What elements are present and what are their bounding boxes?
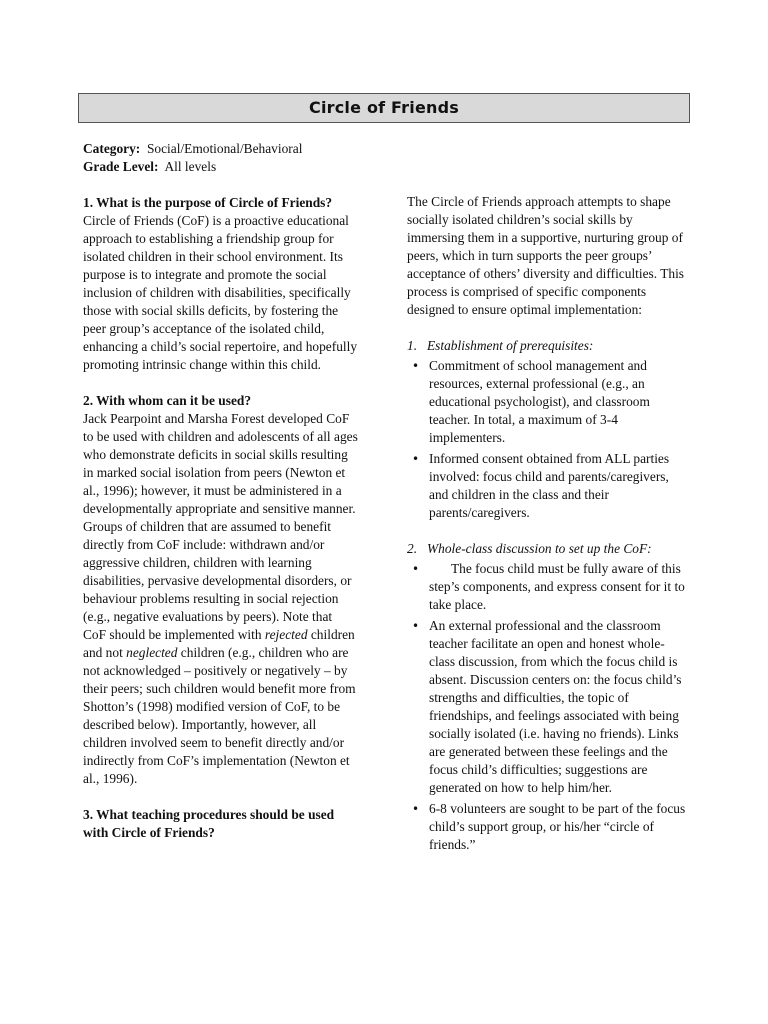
grade-label: Grade Level: — [83, 159, 159, 174]
list-item: • An external professional and the classroom teacher facilitate an open and honest whole-class discussion, from which the focus child is absent. Discussion centers on: the focus child’s strengths and difficulties, the topic of friendships, and feelings associated with being socially isolated (i.e. having no friends). Links are generated between these feelings and the focus child’s difficulties; suggestions are generated on how to help him/her. — [407, 617, 687, 797]
list-item: • Commitment of school management and resources, external professional (e.g., an educational psychologist), and classroom teacher. In total, a maximum of 3-4 implementers. — [407, 357, 687, 447]
list-item-text: The focus child must be fully aware of this step’s components, and express consent for it to take place. — [429, 561, 685, 612]
step-1-list — [407, 357, 687, 522]
category-line — [83, 140, 358, 158]
answer-2-paragraph-1: Jack Pearpoint and Marsha Forest developed CoF to be used with children and adolescents of all ages who demonstrate deficits in social skills resulting in marked social isolation from peers (Newton et al., 1996); however, it must be administered in a developmentally appropriate and sensitive manner. — [83, 411, 358, 516]
rejected-term: rejected — [264, 627, 308, 642]
list-item: • 6-8 volunteers are sought to be part of the focus child’s support group, or his/her “circle of friends.” — [407, 800, 687, 854]
intro-paragraph: The Circle of Friends approach attempts to shape socially isolated children’s social skills by immersing them in a supportive, nurturing group of peers, which in turn supports the peer groups’ acceptance of others’ diversity and difficulties. This process is comprised of specific components designed to ensure optimal implementation: — [407, 194, 685, 317]
category-value: Social/Emotional/Behavioral — [146, 141, 303, 156]
step-1-number: 1. — [407, 338, 418, 353]
title-banner — [78, 93, 690, 123]
grade-line — [83, 158, 358, 176]
answer-1: Circle of Friends (CoF) is a proactive educational approach to establishing a friendship group for isolated children in their school environment. Its purpose is to integrate and promote the social inclusion of children with disabilities, specifically those with social skills deficits, by fostering the peer group’s acceptance of the isolated child, enhancing a child’s social repertoire, and hopefully promoting intrinsic change within this child. — [83, 213, 358, 372]
list-item: • Informed consent obtained from ALL parties involved: focus child and parents/caregivers, and children in the class and their parents/caregivers. — [407, 450, 687, 522]
answer-2-text-b: children and not — [83, 627, 355, 660]
grade-value: All levels — [164, 159, 217, 174]
document-title: Circle of Friends — [309, 98, 459, 117]
list-item — [407, 560, 687, 614]
step-2-list — [407, 560, 687, 854]
category-label: Category: — [83, 141, 141, 156]
neglected-term: neglected — [126, 645, 178, 660]
question-1: 1. What is the purpose of Circle of Friends? — [83, 195, 333, 210]
step-2-title: Whole-class discussion to set up the CoF: — [427, 541, 652, 556]
step-1-heading — [407, 337, 687, 355]
step-2-number: 2. — [407, 541, 418, 556]
question-2: 2. With whom can it be used? — [83, 393, 252, 408]
answer-2-text-a: Groups of children that are assumed to benefit directly from CoF include: withdrawn and/or aggressive children, children with learning disabilities, pervasive developmental disorders, or behaviour problems resulting in social rejection (e.g., negative evaluations by peers). Note that CoF should be implemented with — [83, 519, 352, 642]
step-1-title: Establishment of prerequisites: — [427, 338, 594, 353]
step-2-heading — [407, 540, 687, 558]
left-column — [83, 140, 358, 842]
answer-2-text-c: children (e.g., children who are not acknowledged – positively or negatively – by their peers; such children would benefit more from Shotton’s (1998) modified version of CoF, to be described below). Importantly, however, all children involved seem to benefit directly and/or indirectly from CoF’s implementation (Newton et al., 1996). — [83, 645, 356, 786]
answer-2-paragraph-2 — [83, 518, 358, 788]
right-column — [407, 193, 687, 857]
question-3: 3. What teaching procedures should be used with Circle of Friends? — [83, 807, 335, 840]
